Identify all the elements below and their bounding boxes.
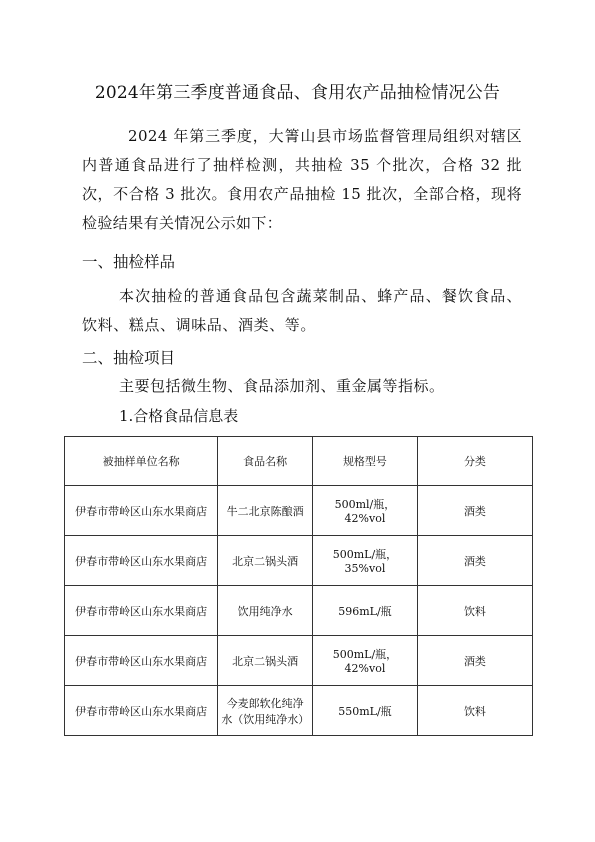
items-paragraph: 主要包括微生物、食品添加剂、重金属等指标。 bbox=[119, 377, 445, 395]
table-header-row bbox=[65, 437, 533, 486]
cell-food-name: 今麦郎软化纯净水（饮用纯净水） bbox=[218, 686, 313, 736]
cell-specification: 596mL/瓶 bbox=[313, 586, 418, 636]
cell-food-name: 饮用纯净水 bbox=[218, 586, 313, 636]
cell-specification: 500mL/瓶，35%vol bbox=[313, 536, 418, 586]
cell-specification: 500ml/瓶，42%vol bbox=[313, 486, 418, 536]
cell-category: 酒类 bbox=[417, 536, 532, 586]
cell-specification: 550mL/瓶 bbox=[313, 686, 418, 736]
header-category: 分类 bbox=[417, 437, 532, 486]
cell-sampled-unit: 伊春市带岭区山东水果商店 bbox=[65, 586, 218, 636]
section-heading-items: 二、抽检项目 bbox=[82, 349, 176, 367]
cell-category: 饮料 bbox=[417, 686, 532, 736]
header-sampled-unit: 被抽样单位名称 bbox=[65, 437, 218, 486]
table-heading: 1.合格食品信息表 bbox=[119, 407, 239, 425]
table-row bbox=[65, 686, 533, 736]
page-title: 2024年第三季度普通食品、食用农产品抽检情况公告 bbox=[94, 83, 501, 103]
cell-sampled-unit: 伊春市带岭区山东水果商店 bbox=[65, 486, 218, 536]
cell-food-name: 北京二锅头酒 bbox=[218, 536, 313, 586]
section-heading-samples: 一、抽检样品 bbox=[82, 253, 176, 271]
cell-category: 酒类 bbox=[417, 486, 532, 536]
cell-sampled-unit: 伊春市带岭区山东水果商店 bbox=[65, 686, 218, 736]
cell-specification: 500mL/瓶，42%vol bbox=[313, 636, 418, 686]
cell-food-name: 北京二锅头酒 bbox=[218, 636, 313, 686]
cell-category: 酒类 bbox=[417, 636, 532, 686]
header-specification: 规格型号 bbox=[313, 437, 418, 486]
cell-food-name: 牛二北京陈酿酒 bbox=[218, 486, 313, 536]
table-row bbox=[65, 486, 533, 536]
samples-paragraph: 本次抽检的普通食品包含蔬菜制品、蜂产品、餐饮食品、饮料、糕点、调味品、酒类、等。 bbox=[82, 287, 522, 334]
qualified-food-table bbox=[64, 436, 533, 736]
cell-category: 饮料 bbox=[417, 586, 532, 636]
intro-paragraph: 2024 年第三季度，大箐山县市场监督管理局组织对辖区内普通食品进行了抽样检测，共抽检 35 个批次，合格 32 批次，不合格 3 批次。食用农产品抽检 15 批次，全部合格，现将检验结果有关情况公示如下： bbox=[82, 127, 522, 232]
header-food-name: 食品名称 bbox=[218, 437, 313, 486]
cell-sampled-unit: 伊春市带岭区山东水果商店 bbox=[65, 636, 218, 686]
table-row bbox=[65, 636, 533, 686]
cell-sampled-unit: 伊春市带岭区山东水果商店 bbox=[65, 536, 218, 586]
table-row bbox=[65, 536, 533, 586]
table-row bbox=[65, 586, 533, 636]
